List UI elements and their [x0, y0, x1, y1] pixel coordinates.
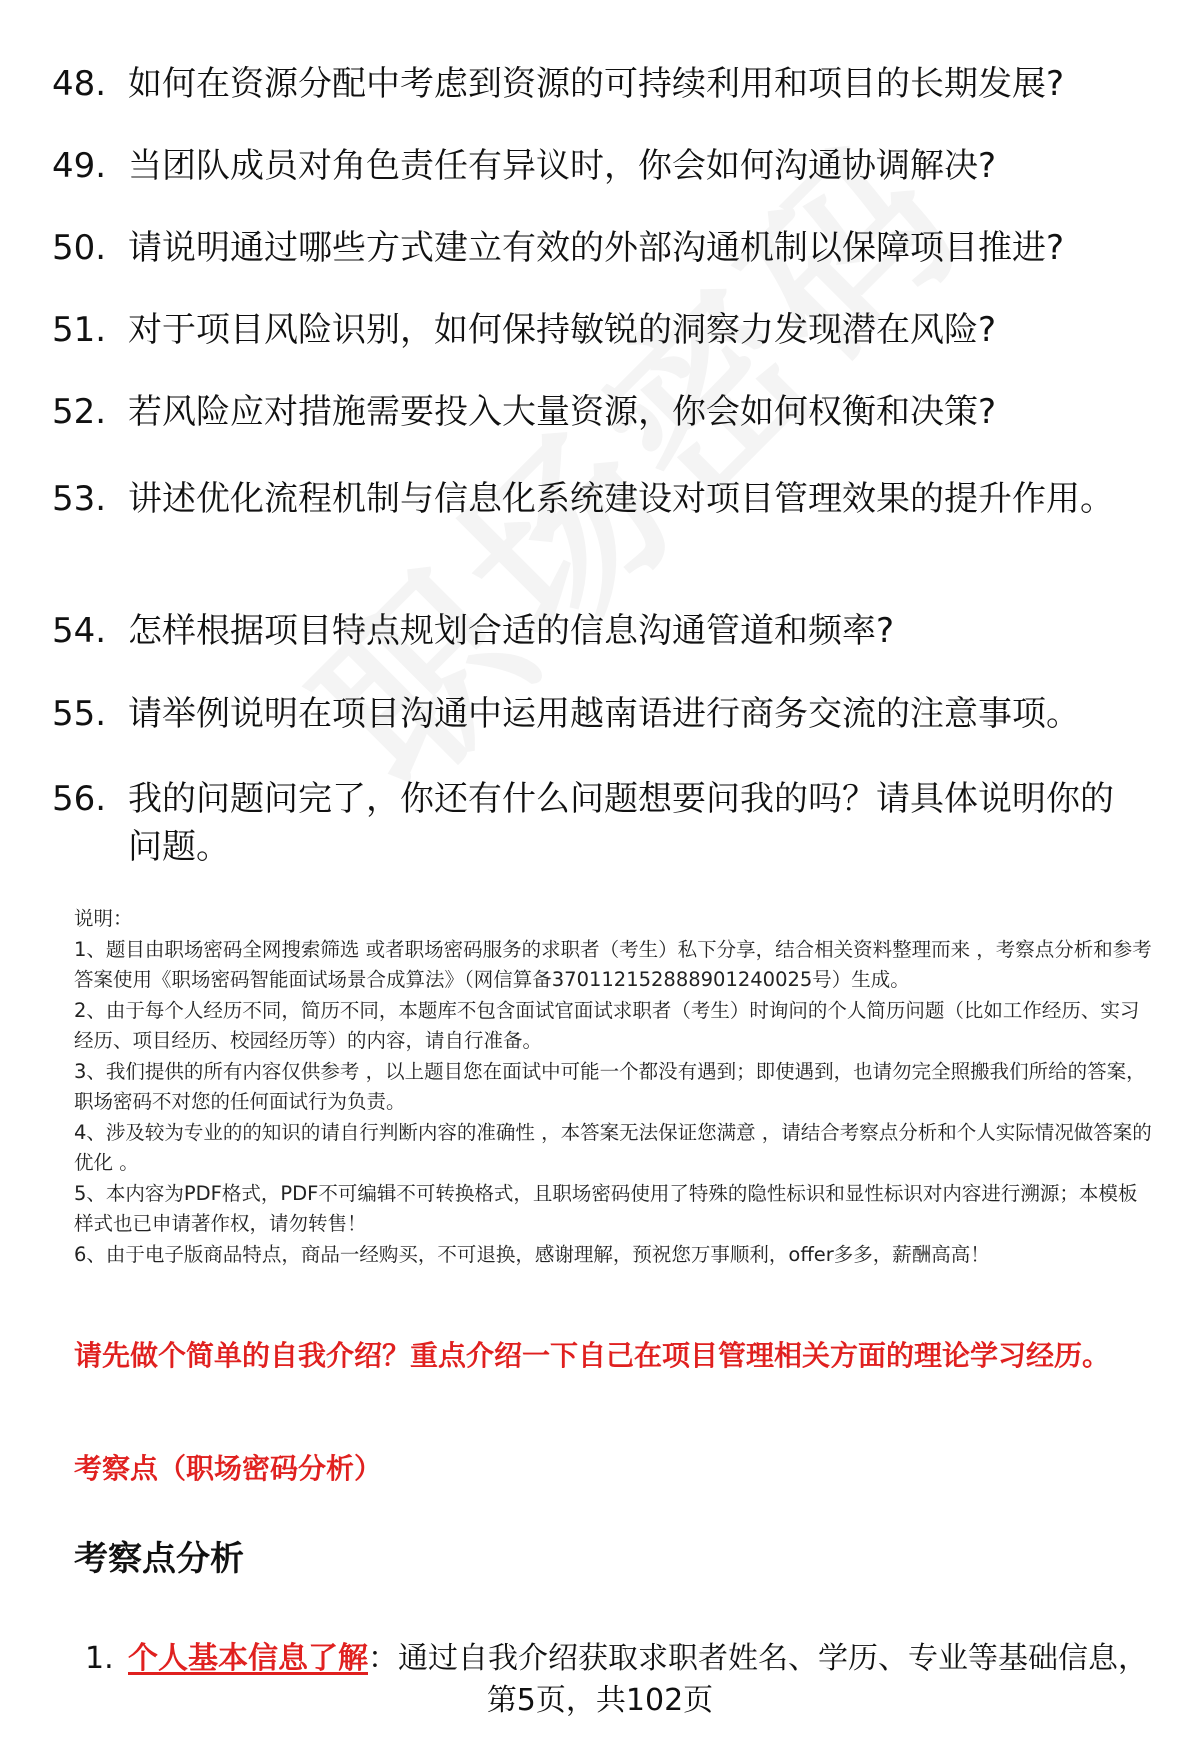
note-item: 6、由于电子版商品特点，商品一经购买，不可退换，感谢理解，预祝您万事顺利，offer多多，薪酬高高！	[74, 1242, 990, 1266]
interview-question-heading: 请先做个简单的自我介绍？重点介绍一下自己在项目管理相关方面的理论学习经历。	[74, 1339, 1111, 1372]
question-number: 50.	[52, 228, 107, 268]
page-footer: 第5页，共102页	[486, 1683, 714, 1718]
question-text: 若风险应对措施需要投入大量资源，你会如何权衡和决策?	[128, 392, 997, 432]
analysis-item-key: 个人基本信息了解	[128, 1641, 368, 1676]
question-number: 49.	[52, 146, 107, 186]
notes-title: 说明：	[74, 907, 133, 930]
question-number: 51.	[52, 310, 107, 350]
assessment-point-label: 考察点（职场密码分析）	[74, 1452, 383, 1485]
note-item: 5、本内容为PDF格式，PDF不可编辑不可转换格式，且职场密码使用了特殊的隐性标识和显性标识对内容进行溯源；本模板样式也已申请著作权，请勿转售！	[74, 1181, 1138, 1235]
question-text: 怎样根据项目特点规划合适的信息沟通管道和频率?	[128, 611, 895, 651]
question-text: 请举例说明在项目沟通中运用越南语进行商务交流的注意事项。	[128, 694, 1080, 734]
analysis-heading: 考察点分析	[74, 1539, 244, 1579]
question-text: 讲述优化流程机制与信息化系统建设对项目管理效果的提升作用。	[128, 479, 1114, 519]
note-item: 4、涉及较为专业的的知识的请自行判断内容的准确性 ，本答案无法保证您满意 ，请结合考察点分析和个人实际情况做答案的优化 。	[74, 1120, 1152, 1174]
notes-section	[74, 904, 1154, 1270]
note-item: 1、题目由职场密码全网搜索筛选 或者职场密码服务的求职者（考生）私下分享，结合相关资料整理而来 ，考察点分析和参考答案使用《职场密码智能面试场景合成算法》（网信算备370112152888901240025号）生成。	[74, 937, 1152, 991]
question-number: 56.	[52, 779, 107, 819]
analysis-item-text: ：通过自我介绍获取求职者姓名、学历、专业等基础信息，	[368, 1641, 1148, 1676]
question-text: 请说明通过哪些方式建立有效的外部沟通机制以保障项目推进?	[128, 228, 1065, 268]
note-item: 2、由于每个人经历不同，简历不同，本题库不包含面试官面试求职者（考生）时询问的个人简历问题（比如工作经历、实习经历、项目经历、校园经历等）的内容，请自行准备。	[74, 998, 1140, 1052]
question-number: 53.	[52, 479, 107, 519]
analysis-item-body	[128, 1637, 1168, 1681]
question-text: 对于项目风险识别，如何保持敏锐的洞察力发现潜在风险?	[128, 310, 997, 350]
question-text: 如何在资源分配中考虑到资源的可持续利用和项目的长期发展?	[128, 64, 1065, 104]
question-text: 当团队成员对角色责任有异议时，你会如何沟通协调解决?	[128, 146, 997, 186]
question-number: 55.	[52, 694, 107, 734]
question-number: 48.	[52, 64, 107, 104]
question-number: 52.	[52, 392, 107, 432]
question-text: 我的问题问完了，你还有什么问题想要问我的吗？请具体说明你的问题。	[128, 779, 1114, 867]
analysis-item-number: 1.	[85, 1641, 114, 1676]
question-number: 54.	[52, 611, 107, 651]
note-item: 3、我们提供的所有内容仅供参考 ，以上题目您在面试中可能一个都没有遇到；即使遇到，也请勿完全照搬我们所给的答案，职场密码不对您的任何面试行为负责。	[74, 1059, 1146, 1113]
